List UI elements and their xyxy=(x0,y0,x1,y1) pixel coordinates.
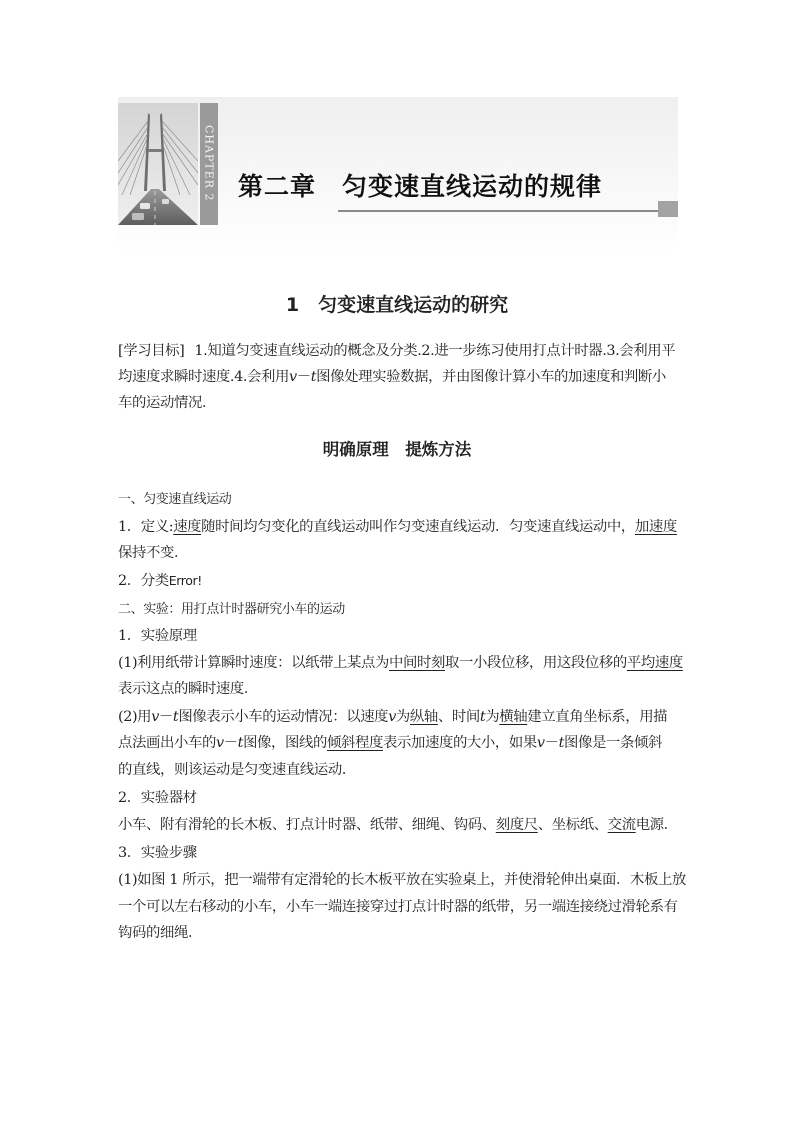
text-span: 、时间 xyxy=(437,709,480,725)
var-t: t xyxy=(558,735,565,751)
answer-average-velocity: 平均速度 xyxy=(626,655,683,671)
dash: － xyxy=(296,369,311,385)
chapter-title: 第二章 匀变速直线运动的规律 xyxy=(238,172,603,201)
banner-accent-block xyxy=(658,201,678,217)
answer-acceleration: 加速度 xyxy=(634,519,677,535)
answer-middle-moment: 中间时刻 xyxy=(389,655,445,671)
answer-ac: 交流 xyxy=(607,817,636,833)
principle-2-line-3: 的直线，则该运动是匀变速直线运动． xyxy=(118,762,356,778)
text-span: 图像表示小车的运动情况：以速度 xyxy=(178,709,389,725)
text-span: 为 xyxy=(485,709,500,725)
chapter-label-strip xyxy=(200,103,218,225)
answer-speed: 速度 xyxy=(173,519,202,535)
var-t: t xyxy=(310,369,317,385)
text-span: 1．定义: xyxy=(118,519,174,535)
text-span: 点法画出小车的 xyxy=(118,735,216,751)
text-span: 表示加速度的大小，如果 xyxy=(382,735,537,751)
text-span: 2．分类 xyxy=(118,573,169,589)
text-span: (2)用 xyxy=(118,709,152,725)
var-v: v xyxy=(289,369,297,385)
heading-steps: 3．实验步骤 xyxy=(118,845,197,861)
var-v: v xyxy=(215,735,224,751)
principle-2-line-1 xyxy=(118,705,678,726)
chapter-label: CHAPTER 2 xyxy=(202,125,216,202)
principle-1-line-2: 表示这点的瞬时速度． xyxy=(118,681,258,697)
step-1-line-3: 钩码的细绳． xyxy=(118,925,202,941)
learning-objectives xyxy=(118,338,678,416)
objectives-text-b: 图像处理实验数据，并由图像计算小车的加速度和判断小车的运动情况． xyxy=(118,369,666,411)
var-v: v xyxy=(536,735,545,751)
text-span: 取一小段位移，用这段位移的 xyxy=(445,655,627,671)
var-t: t xyxy=(237,735,244,751)
answer-vertical-axis: 纵轴 xyxy=(409,709,438,725)
heading-equipment: 2．实验器材 xyxy=(118,790,197,806)
text-span: 小车、附有滑轮的长木板、打点计时器、纸带、细绳、钩码、 xyxy=(118,817,496,833)
bridge-photo-image xyxy=(118,103,198,225)
step-1-line-1: (1)如图 1 所示，把一端带有定滑轮的长木板平放在实验桌上，并使滑轮伸出桌面．木板上放 xyxy=(118,872,686,888)
text-span: 电源． xyxy=(635,817,678,833)
var-t: t xyxy=(172,709,179,725)
chapter-banner xyxy=(118,97,678,253)
dash: － xyxy=(158,709,173,725)
objectives-label: [学习目标] xyxy=(118,343,185,359)
subsection-title: 明确原理 提炼方法 xyxy=(322,440,472,459)
answer-ruler: 刻度尺 xyxy=(495,817,538,833)
dash: － xyxy=(544,735,559,751)
text-span: (1)利用纸带计算瞬时速度：以纸带上某点为 xyxy=(118,655,390,671)
definition-line-2: 保持不变． xyxy=(118,545,188,561)
error-text: Error! xyxy=(168,573,202,588)
principle-1-line-1 xyxy=(118,651,683,672)
text-span: 图像，图线的 xyxy=(243,735,328,751)
var-t: t xyxy=(479,709,486,725)
heading-uniform-motion: 一、匀变速直线运动 xyxy=(118,492,232,507)
equipment-line xyxy=(118,813,678,834)
text-span: 为 xyxy=(395,709,410,725)
classification-line xyxy=(118,569,678,590)
answer-horizontal-axis: 横轴 xyxy=(499,709,528,725)
heading-experiment: 二、实验：用打点计时器研究小车的运动 xyxy=(118,602,345,617)
step-1-line-2: 一个可以左右移动的小车，小车一端连接穿过打点计时器的纸带，另一端连接绕过滑轮系有 xyxy=(118,899,678,915)
answer-slope-degree: 倾斜程度 xyxy=(327,735,383,751)
var-v: v xyxy=(388,709,396,725)
var-v: v xyxy=(151,709,159,725)
definition-line-1 xyxy=(118,515,678,536)
banner-divider xyxy=(338,210,678,212)
text-span: 建立直角坐标系，用描 xyxy=(527,709,668,725)
text-span: 、坐标纸、 xyxy=(537,817,608,833)
text-span: 图像是一条倾斜 xyxy=(564,735,662,751)
principle-2-line-2 xyxy=(118,731,678,752)
text-span: 随时间均匀变化的直线运动叫作匀变速直线运动．匀变速直线运动中， xyxy=(201,519,635,535)
dash: － xyxy=(223,735,238,751)
objectives-text-a: 1.知道匀变速直线运动的概念及分类.2.进一步练习使用打点计时器.3.会利用平均速度求瞬时速度.4.会利用 xyxy=(118,343,676,385)
section-title: 1 匀变速直线运动的研究 xyxy=(285,294,509,316)
heading-principle: 1．实验原理 xyxy=(118,628,197,644)
